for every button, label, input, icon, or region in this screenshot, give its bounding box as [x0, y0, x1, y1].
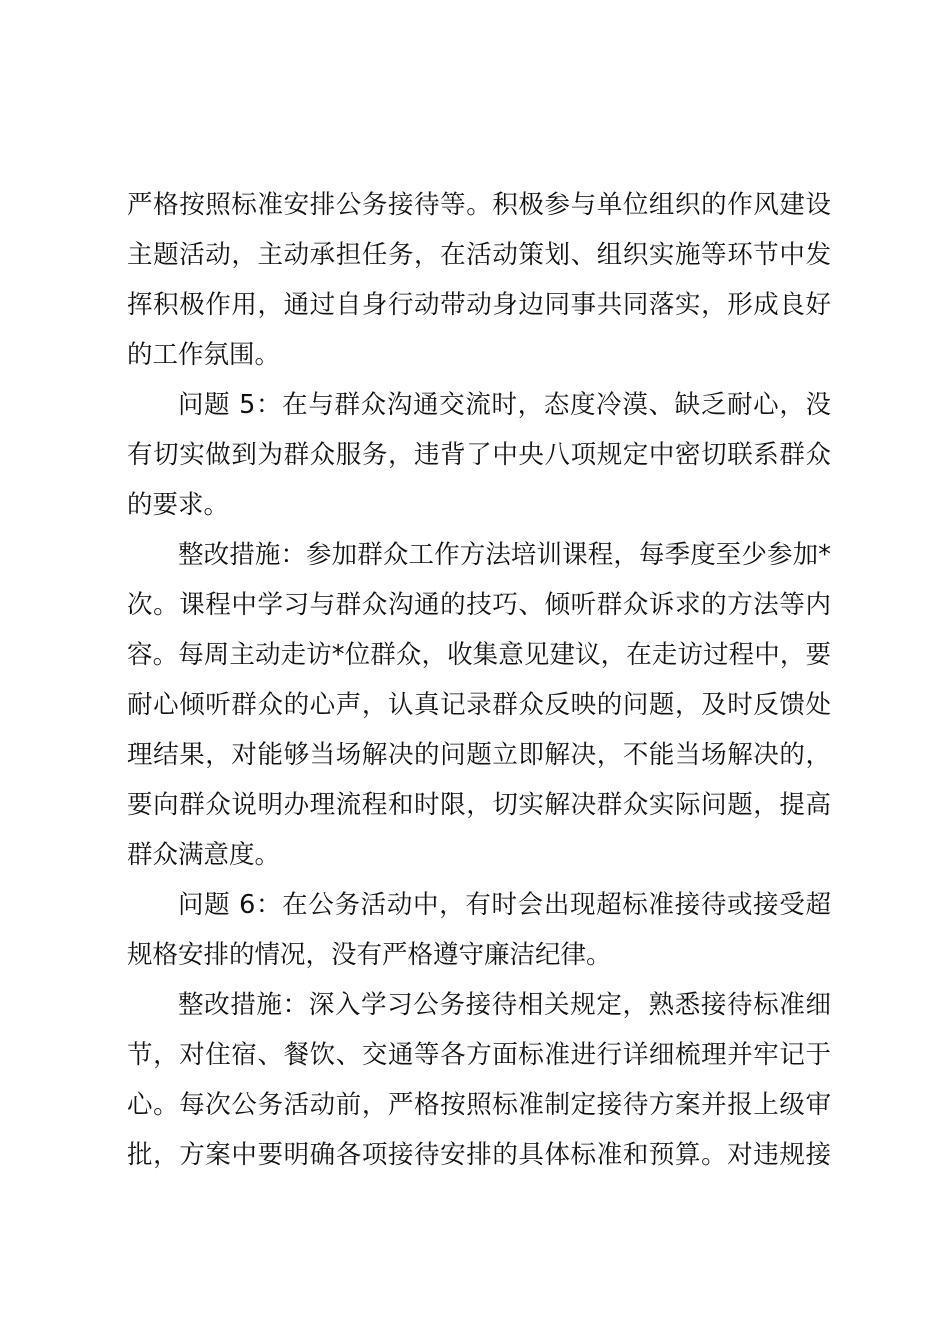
text-line: 规格安排的情况，没有严格遵守廉洁纪律。: [127, 940, 612, 970]
measures-5-heading-line: 整改措施：参加群众工作方法培训课程，每季度至少参加*: [178, 540, 831, 570]
issue-6-heading-line: 问题 6：在公务活动中，有时会出现超标准接待或接受超: [178, 890, 831, 920]
issue-5-heading-line: 问题 5：在与群众沟通交流时，态度冷漠、缺乏耐心，没: [178, 390, 831, 420]
text-line: 批，方案中要明确各项接待安排的具体标准和预算。对违规接: [127, 1140, 831, 1170]
text-line: 的要求。: [127, 490, 230, 520]
text-line: 要向群众说明办理流程和时限，切实解决群众实际问题，提高: [127, 790, 831, 820]
document-body: [127, 180, 831, 1180]
text-line: 容。每周主动走访*位群众，收集意见建议，在走访过程中，要: [127, 640, 831, 670]
text-line: 主题活动，主动承担任务，在活动策划、组织实施等环节中发: [127, 240, 831, 270]
text-line: 次。课程中学习与群众沟通的技巧、倾听群众诉求的方法等内: [127, 590, 831, 620]
text-line: 的工作氛围。: [127, 340, 281, 370]
text-line: 有切实做到为群众服务，违背了中央八项规定中密切联系群众: [127, 440, 831, 470]
text-line: 群众满意度。: [127, 840, 281, 870]
text-line: 严格按照标准安排公务接待等。积极参与单位组织的作风建设: [127, 190, 831, 220]
text-line: 耐心倾听群众的心声，认真记录群众反映的问题，及时反馈处: [127, 690, 831, 720]
text-line: 节，对住宿、餐饮、交通等各方面标准进行详细梳理并牢记于: [127, 1040, 831, 1070]
text-line: 挥积极作用，通过自身行动带动身边同事共同落实，形成良好: [127, 290, 831, 320]
text-line: 心。每次公务活动前，严格按照标准制定接待方案并报上级审: [127, 1090, 831, 1120]
measures-6-heading-line: 整改措施：深入学习公务接待相关规定，熟悉接待标准细: [178, 990, 831, 1020]
text-line: 理结果，对能够当场解决的问题立即解决，不能当场解决的，: [127, 740, 831, 770]
